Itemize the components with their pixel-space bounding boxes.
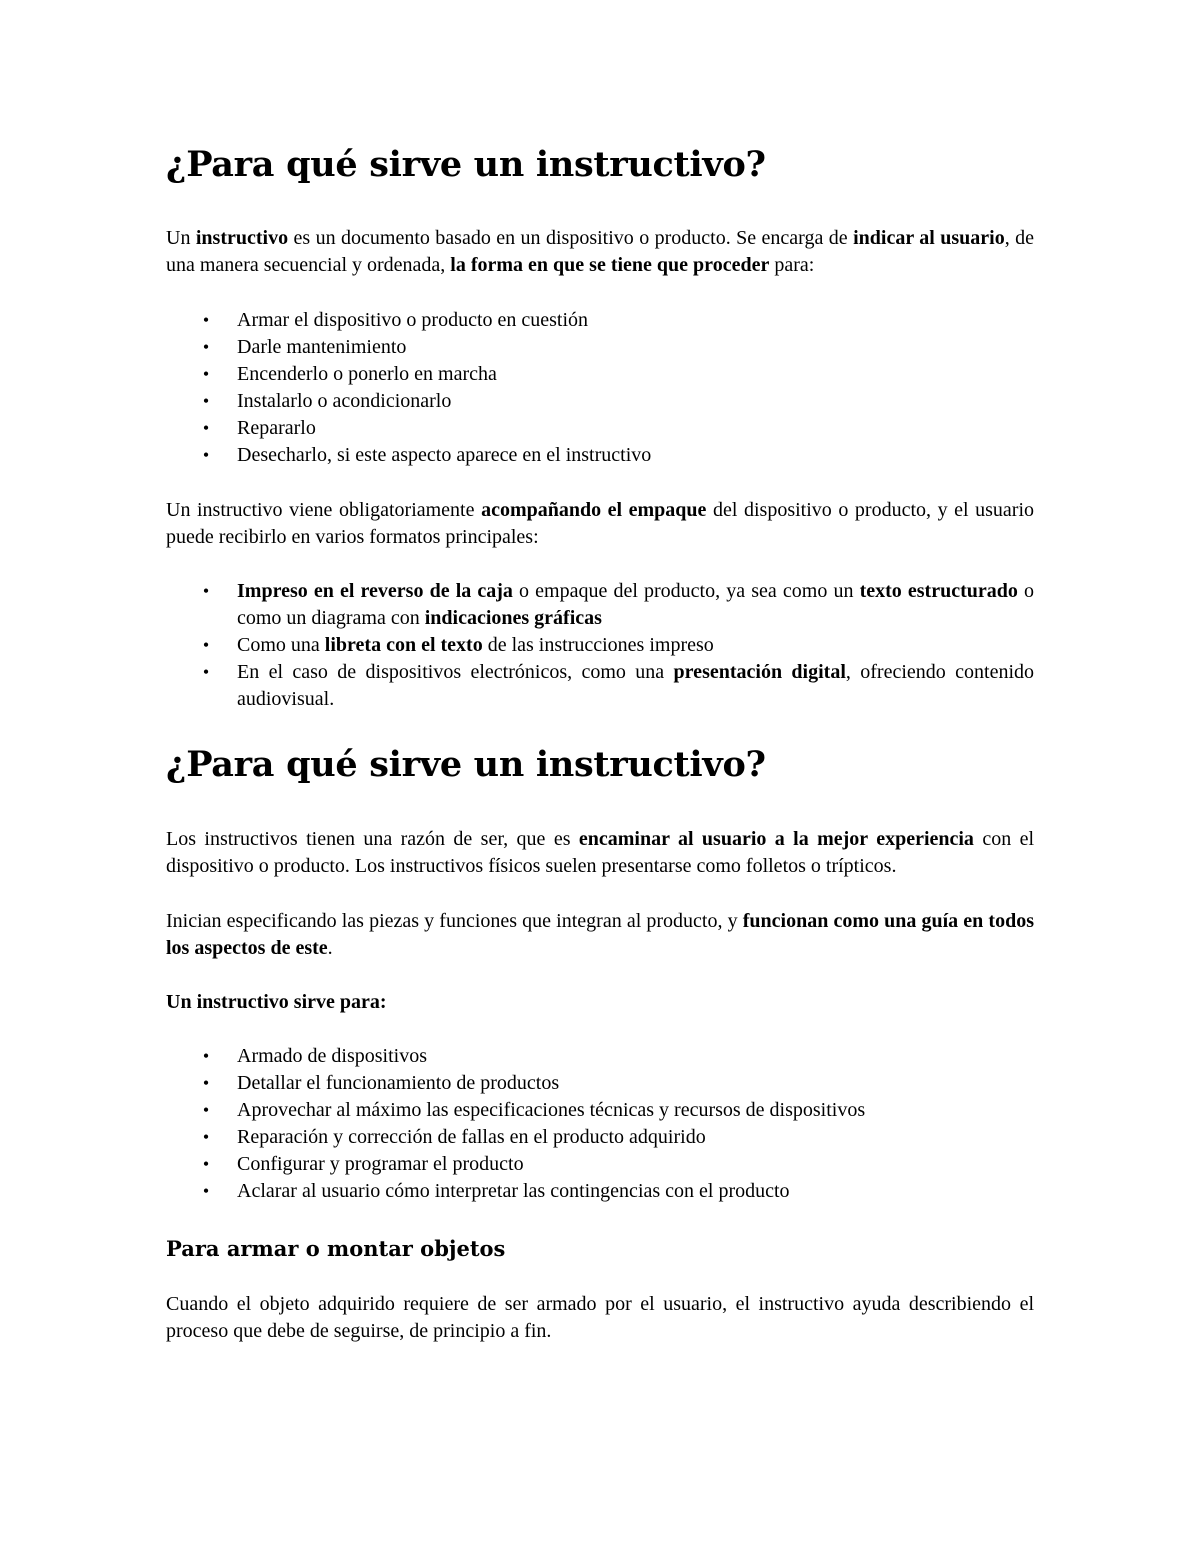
bullet-icon: •	[202, 1046, 210, 1066]
list-item-text: Aprovechar al máximo las especificaciones técnicas y recursos de dispositivos	[237, 1099, 866, 1121]
text-run: En el caso de dispositivos electrónicos, como una	[237, 661, 674, 683]
text-run: de las instrucciones impreso	[482, 634, 714, 656]
list-item-text: Instalarlo o acondicionarlo	[237, 390, 452, 412]
text-run: Como una	[237, 634, 325, 656]
text-run: , de una manera secuencial y ordenada,	[166, 227, 1035, 276]
text-run: o como un diagrama con	[237, 580, 1035, 629]
formats-list	[166, 578, 1034, 713]
list-item	[202, 1178, 1034, 1205]
bullet-icon: •	[202, 337, 210, 357]
uses-label	[166, 989, 1034, 1016]
list-item-text: Encenderlo o ponerlo en marcha	[237, 363, 497, 385]
reason-paragraph	[166, 826, 1034, 880]
list-item	[202, 1151, 1034, 1178]
bold-run: encaminar al usuario a la mejor experiencia	[578, 828, 974, 850]
bullet-icon: •	[202, 391, 210, 411]
bullet-icon: •	[202, 1154, 210, 1174]
text-run: para:	[769, 254, 815, 276]
bold-run: Un instructivo sirve para:	[166, 991, 387, 1013]
bullet-icon: •	[202, 581, 210, 601]
bold-run: indicaciones gráficas	[424, 607, 602, 629]
bullet-icon: •	[202, 445, 210, 465]
list-item	[202, 361, 1034, 388]
subsection-heading: Para armar o montar objetos	[166, 1236, 506, 1261]
list-item-text: Detallar el funcionamiento de productos	[237, 1072, 560, 1094]
list-item	[202, 1070, 1034, 1097]
bold-run: la forma en que se tiene que proceder	[450, 254, 770, 276]
bullet-icon: •	[202, 1181, 210, 1201]
bold-run: acompañando el empaque	[481, 499, 707, 521]
list-item-text: Desecharlo, si este aspecto aparece en el instructivo	[237, 444, 652, 466]
text-run: es un documento basado en un dispositivo o producto. Se encarga de	[288, 227, 854, 249]
formats-paragraph	[166, 497, 1034, 551]
text-run: Un	[166, 227, 196, 249]
bold-run: libreta con el texto	[324, 634, 483, 656]
section-heading: ¿Para qué sirve un instructivo?	[166, 744, 766, 785]
list-item	[202, 415, 1034, 442]
list-item	[202, 1097, 1034, 1124]
bold-run: texto estructurado	[859, 580, 1018, 602]
text-run: Un instructivo viene obligatoriamente	[166, 499, 482, 521]
bold-run: funcionan como una guía en todos los aspectos de este	[166, 910, 1034, 959]
uses-list	[166, 1043, 1034, 1205]
document-content	[166, 143, 1034, 1345]
page-title: ¿Para qué sirve un instructivo?	[166, 144, 766, 185]
bullet-icon: •	[202, 1127, 210, 1147]
intro-paragraph	[166, 225, 1034, 279]
bold-run: presentación digital	[673, 661, 846, 683]
list-item-text: Configurar y programar el producto	[237, 1153, 524, 1175]
list-item	[202, 1043, 1034, 1070]
text-run: Los instructivos tienen una razón de ser, que es	[166, 828, 579, 850]
list-item-text: Darle mantenimiento	[237, 336, 407, 358]
bullet-icon: •	[202, 364, 210, 384]
list-item	[202, 1124, 1034, 1151]
list-item	[202, 388, 1034, 415]
bullet-icon: •	[202, 662, 210, 682]
bullet-icon: •	[202, 1100, 210, 1120]
list-item-text: Aclarar al usuario cómo interpretar las contingencias con el producto	[237, 1180, 790, 1202]
text-run: o empaque del producto, ya sea como un	[512, 580, 860, 602]
list-item	[202, 632, 1034, 659]
text-run: Inician especificando las piezas y funciones que integran al producto, y	[166, 910, 743, 932]
bullet-icon: •	[202, 1073, 210, 1093]
bullet-icon: •	[202, 310, 210, 330]
guide-paragraph	[166, 908, 1034, 962]
list-item-text: Repararlo	[237, 417, 316, 439]
list-item-text: Armado de dispositivos	[237, 1045, 427, 1067]
list-item-text: Reparación y corrección de fallas en el producto adquirido	[237, 1126, 706, 1148]
list-item	[202, 307, 1034, 334]
bullet-icon: •	[202, 418, 210, 438]
list-item	[202, 442, 1034, 469]
list-item	[202, 659, 1035, 713]
bullet-icon: •	[202, 635, 210, 655]
list-item-text: Armar el dispositivo o producto en cuestión	[237, 309, 589, 331]
bold-run: Impreso en el reverso de la caja	[237, 580, 513, 602]
bold-run: indicar al usuario	[853, 227, 1005, 249]
list-item	[202, 334, 1034, 361]
text-run: , ofreciendo contenido audiovisual.	[237, 661, 1035, 710]
list-item	[202, 578, 1035, 632]
text-run: del dispositivo o producto, y el usuario puede recibirlo en varios formatos principales:	[166, 499, 1034, 548]
bold-run: instructivo	[195, 227, 289, 249]
assembly-paragraph: Cuando el objeto adquirido requiere de ser armado por el usuario, el instructivo ayuda describiendo el proceso que debe de seguirse, de principio a fin.	[166, 1293, 1034, 1342]
text-run: con el dispositivo o producto. Los instructivos físicos suelen presentarse como folletos o trípticos.	[166, 828, 1035, 877]
text-run: .	[327, 937, 333, 959]
purpose-list	[166, 307, 1034, 469]
